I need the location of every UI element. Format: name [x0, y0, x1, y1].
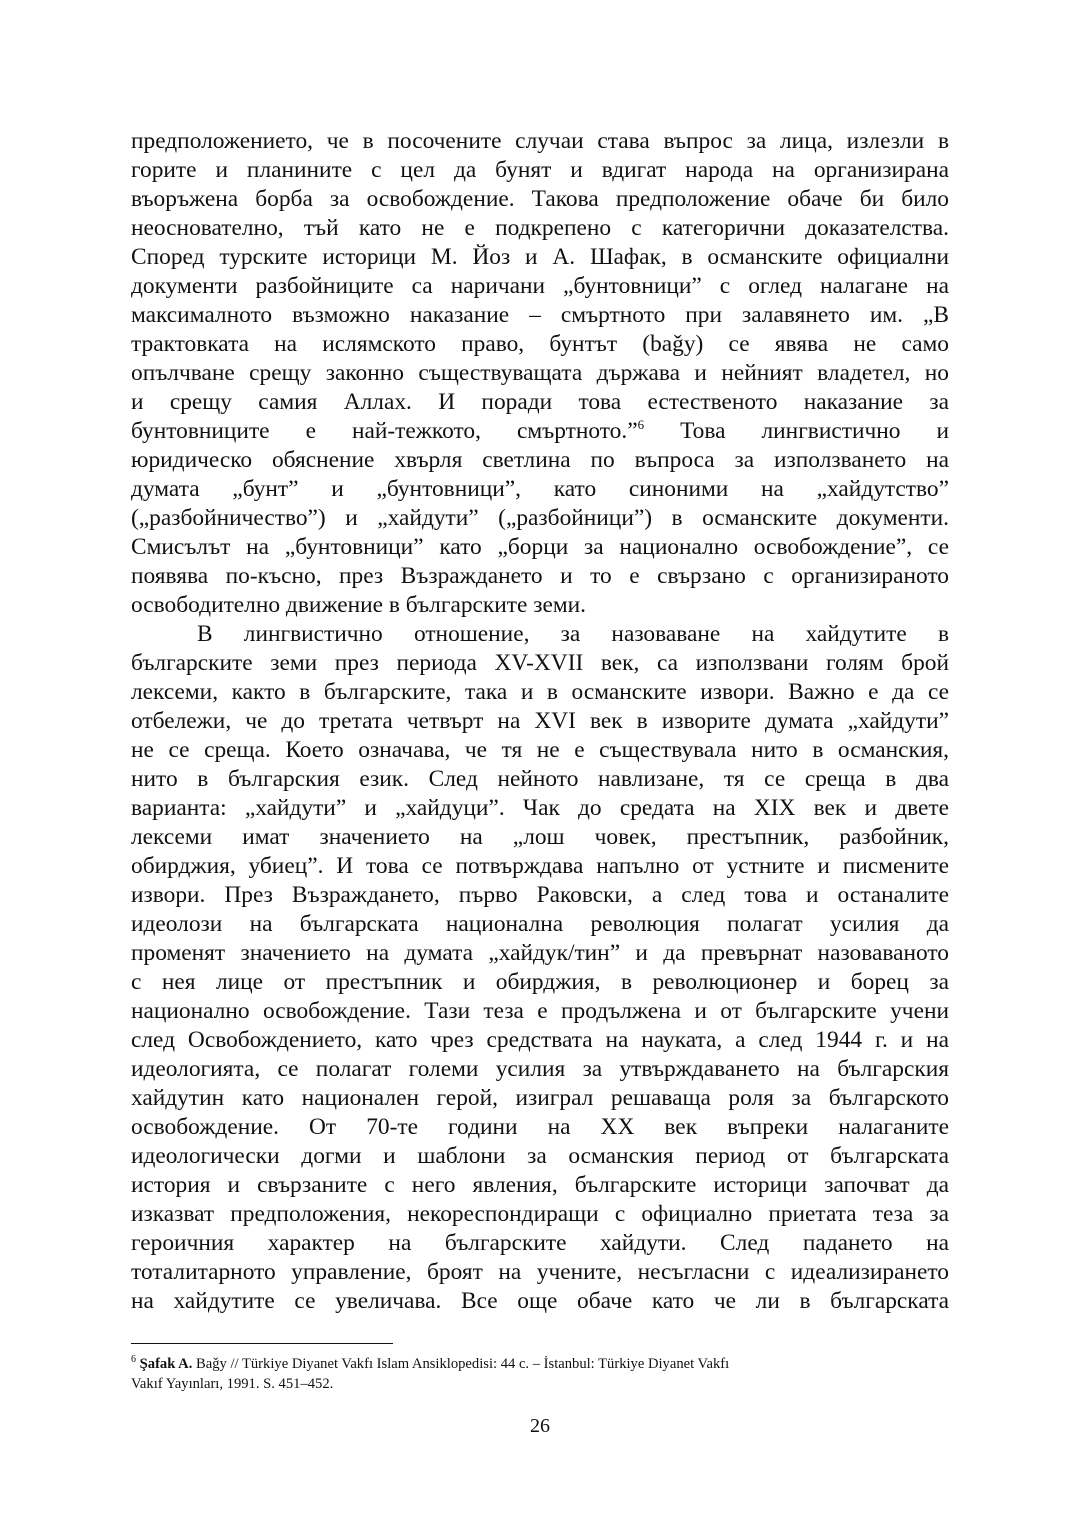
text-line-40: тоталитарното управление, броят на учените, несъгласни с идеализирането	[131, 1259, 949, 1285]
footnote-author: Şafak A.	[139, 1356, 193, 1372]
footnote-line-1	[131, 1354, 949, 1374]
text-line-31: национално освобождение. Тази теза е продължена и от българските учени	[131, 998, 949, 1024]
text-line-14: („разбойничество”) и „хайдути” („разбойници”) в османските документи.	[131, 505, 949, 531]
text-line-32: след Освобождението, като чрез средствата на науката, а след 1944 г. и на	[131, 1027, 949, 1053]
text-line-39: героичния характер на българските хайдути. След падането на	[131, 1230, 949, 1256]
text-line-9: опълчване срещу законно съществуващата държава и нейният владетел, но	[131, 360, 949, 386]
footnote-text: Baǧy // Türkiye Diyanet Vakfı Islam Ansiklopedisi: 44 c. – İstanbul: Türkiye Diyanet Vakfı	[192, 1356, 730, 1372]
text-line-10: и срещу самия Аллах. И поради това естественото наказание за	[131, 389, 949, 415]
footnote-marker: 6	[131, 1354, 136, 1365]
text-line-2: горите и планините с цел да бунят и вдигат народа на организирана	[131, 157, 949, 183]
text-line-24: варианта: „хайдути” и „хайдуци”. Чак до средата на XIX век и двете	[131, 795, 949, 821]
text-line-6: документи разбойниците са наричани „бунтовници” с оглед налагане на	[131, 273, 949, 299]
text-line-25: лексеми имат значението на „лош човек, престъпник, разбойник,	[131, 824, 949, 850]
text-line-5: Според турските историци М. Йоз и А. Шафак, в османските официални	[131, 244, 949, 270]
footnote-separator	[131, 1343, 393, 1344]
text-line-34: хайдутин като национален герой, изиграл решаваща роля за българското	[131, 1085, 949, 1111]
text-line-35: освобождение. От 70-те години на XX век въпреки налаганите	[131, 1114, 949, 1140]
footnote-reference[interactable]: 6	[637, 417, 645, 432]
text-line-37: история и свързаните с него явления, българските историци започват да	[131, 1172, 949, 1198]
text-line-22: не се среща. Което означава, че тя не е съществувала нито в османския,	[131, 737, 949, 763]
text-line-7: максималното възможно наказание – смъртното при залавянето им. „В	[131, 302, 949, 328]
text-line-36: идеологически догми и шаблони за османския период от българската	[131, 1143, 949, 1169]
text-line-29: променят значението на думата „хайдук/тин” и да превърнат назоваваното	[131, 940, 949, 966]
text-line-41: на хайдутите се увеличава. Все още обаче като че ли в българската	[131, 1288, 949, 1314]
text-line-12: юридическо обяснение хвърля светлина по въпроса за използването на	[131, 447, 949, 473]
footnote	[131, 1354, 949, 1394]
page-number: 26	[530, 1415, 550, 1437]
text-line-11-head: бунтовниците е най-тежкото, смъртното.”	[131, 418, 638, 444]
main-text	[131, 127, 949, 1316]
text-line-11	[131, 417, 949, 446]
text-line-38: изказват предположения, некореспондиращи с официално приетата теза за	[131, 1201, 949, 1227]
text-line-15: Смисълът на „бунтовници” като „борци за национално освобождение”, се	[131, 534, 949, 560]
text-line-21: отбележи, че до третата четвърт на XVI век в изворите думата „хайдути”	[131, 708, 949, 734]
text-line-13: думата „бунт” и „бунтовници”, като синоними на „хайдутство”	[131, 476, 949, 502]
text-line-28: идеолози на българската национална революция полагат усилия да	[131, 911, 949, 937]
text-line-23: нито в българския език. След нейното навлизане, тя се среща в два	[131, 766, 949, 792]
text-line-19: българските земи през периода XV-XVII век, са използвани голям брой	[131, 650, 949, 676]
text-line-11-tail: Това лингвистично и	[644, 418, 949, 444]
text-line-30: с нея лице от престъпник и обирджия, в революционер и борец за	[131, 969, 949, 995]
text-line-16: появява по-късно, през Възраждането и то е свързано с организираното	[131, 563, 949, 589]
text-line-27: извори. През Възраждането, първо Раковски, а след това и останалите	[131, 882, 949, 908]
text-line-33: идеологията, се полагат големи усилия за утвърждаването на българския	[131, 1056, 949, 1082]
text-line-26: обирджия, убиец”. И това се потвърждава напълно от устните и писмените	[131, 853, 949, 879]
text-line-8: трактовката на ислямското право, бунтът (baǧy) се явява не само	[131, 331, 949, 357]
text-line-3: въоръжена борба за освобождение. Такова предположение обаче би било	[131, 186, 949, 212]
text-line-18: В лингвистично отношение, за назоваване на хайдутите в	[197, 621, 949, 647]
text-line-20: лексеми, както в българските, така и в османските извори. Важно е да се	[131, 679, 949, 705]
text-line-1: предположението, че в посочените случаи става въпрос за лица, излезли в	[131, 128, 949, 154]
footnote-line-2: Vakıf Yayınları, 1991. S. 451–452.	[131, 1376, 334, 1392]
text-line-17: освободително движение в българските земи.	[131, 592, 587, 618]
text-line-4: неоснователно, тъй като не е подкрепено с категорични доказателства.	[131, 215, 949, 241]
